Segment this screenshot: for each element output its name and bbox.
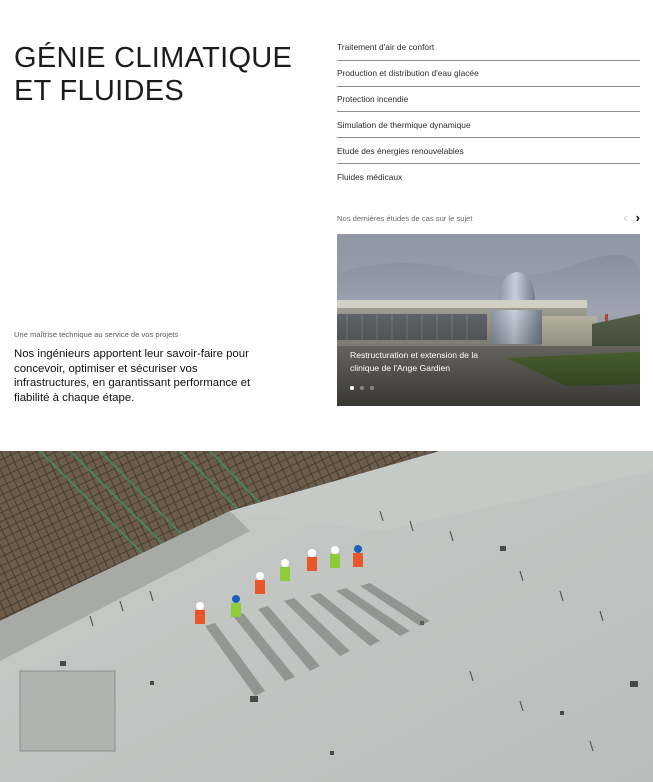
service-item[interactable]: Traitement d'air de confort xyxy=(337,35,640,61)
carousel-dot[interactable] xyxy=(360,386,364,390)
service-item[interactable]: Production et distribution d'eau glacée xyxy=(337,61,640,87)
page-title xyxy=(14,42,314,108)
case-study-image xyxy=(337,234,640,406)
construction-site-photo xyxy=(0,451,653,782)
service-item[interactable]: Etude des énergies renouvelables xyxy=(337,138,640,164)
chevron-left-icon[interactable]: ‹ xyxy=(623,210,628,225)
carousel-dot[interactable] xyxy=(370,386,374,390)
intro-kicker: Une maîtrise technique au service de vos projets xyxy=(14,330,179,339)
case-study-title: Restructuration et extension de la clinique de l'Ange Gardien xyxy=(350,350,479,373)
intro-text: Nos ingénieurs apportent leur savoir-faire pour concevoir, optimiser et sécuriser vos infrastructures, en garantissant performance et fiabilité à chaque étape. xyxy=(14,348,251,404)
hero-image xyxy=(0,451,653,782)
page-title-line-1: GÉNIE CLIMATIQUE xyxy=(14,42,293,74)
chevron-right-icon[interactable]: › xyxy=(635,210,640,225)
service-item[interactable]: Fluides médicaux xyxy=(337,171,403,182)
case-studies-header xyxy=(337,211,640,225)
service-item[interactable]: Protection incendie xyxy=(337,87,640,113)
case-studies-label: Nos dernières études de cas sur le sujet xyxy=(337,213,473,223)
carousel-dots xyxy=(350,386,374,390)
carousel-arrows xyxy=(623,212,640,224)
carousel-dot-active[interactable] xyxy=(350,386,354,390)
service-item[interactable]: Simulation de thermique dynamique xyxy=(337,112,640,138)
services-list xyxy=(337,35,640,190)
page-title-line-2: ET FLUIDES xyxy=(14,75,185,107)
case-study-card[interactable] xyxy=(337,234,640,406)
